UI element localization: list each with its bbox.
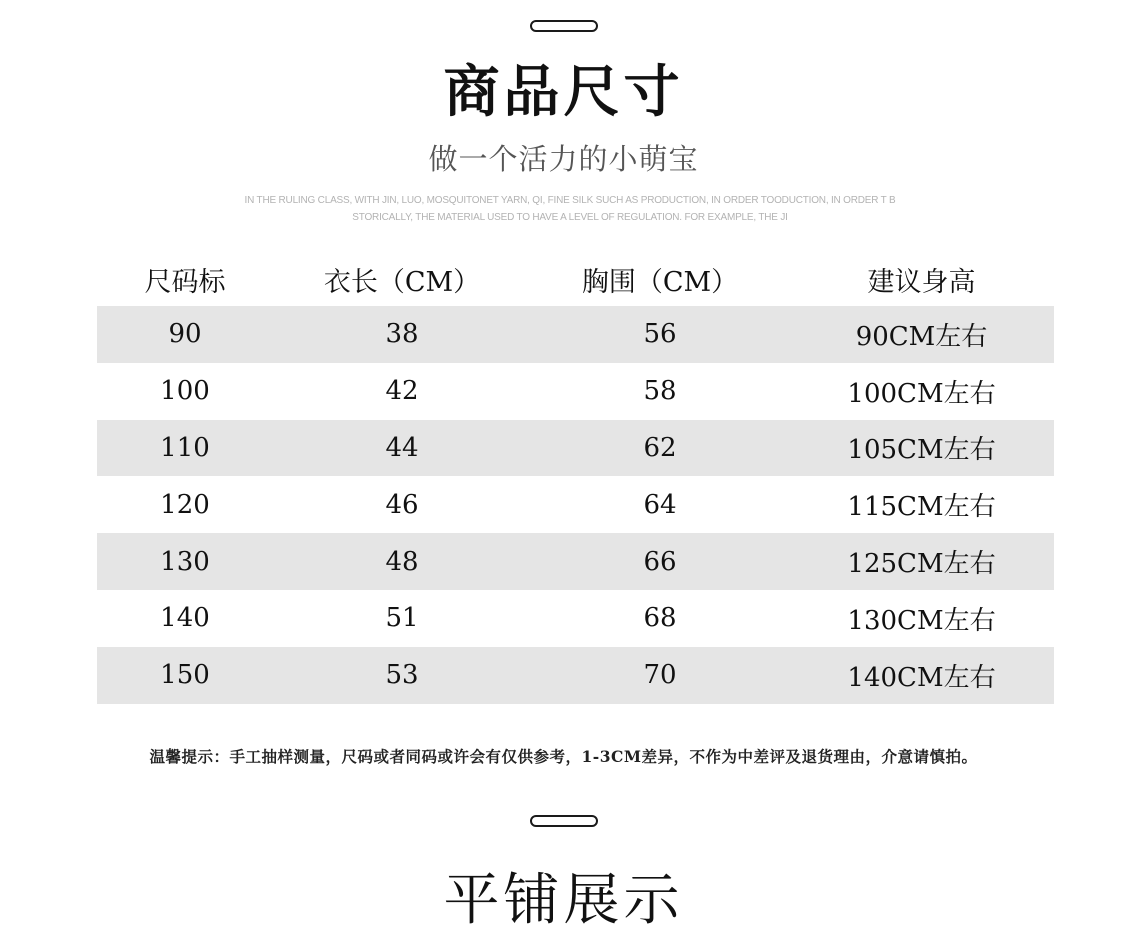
cell-height: 90CM左右 xyxy=(855,321,988,352)
cell-chest: 66 xyxy=(643,546,677,577)
cell-height: 115CM左右 xyxy=(847,492,996,523)
table-row xyxy=(97,363,1054,420)
page-subtitle: 做一个活力的小萌宝 xyxy=(428,142,699,176)
english-line-1: IN THE RULING CLASS, WITH JIN, LUO, MOSQUITONET YARN, QI, FINE SILK SUCH AS PRODUCTION, IN ORDER TOODUCTION, IN ORDER T B xyxy=(244,195,896,206)
cell-chest: 56 xyxy=(643,319,677,350)
cell-size: 100 xyxy=(160,376,210,407)
english-line-2: STORICALLY, THE MATERIAL USED TO HAVE A LEVEL OF REGULATION. FOR EXAMPLE, THE JI xyxy=(352,212,788,223)
cell-size: 110 xyxy=(160,432,210,463)
cell-length: 44 xyxy=(385,432,419,463)
cell-length: 42 xyxy=(385,376,419,407)
size-table-header xyxy=(97,252,1054,306)
decorative-pill-bottom xyxy=(530,815,598,827)
english-filler-text xyxy=(220,192,920,226)
cell-length: 48 xyxy=(385,546,419,577)
column-header-height: 建议身高 xyxy=(867,266,976,298)
cell-size: 130 xyxy=(160,546,210,577)
table-row xyxy=(97,306,1054,363)
cell-size: 140 xyxy=(160,603,210,634)
column-header-chest: 胸围（CM） xyxy=(581,266,739,298)
cell-length: 53 xyxy=(385,660,419,691)
table-row xyxy=(97,476,1054,533)
cell-length: 46 xyxy=(385,489,419,520)
section-title-flat-display: 平铺展示 xyxy=(443,868,684,933)
cell-chest: 58 xyxy=(643,376,677,407)
table-row xyxy=(97,420,1054,477)
cell-chest: 64 xyxy=(643,489,677,520)
cell-size: 90 xyxy=(168,319,202,350)
cell-length: 51 xyxy=(385,603,419,634)
cell-height: 130CM左右 xyxy=(847,605,996,636)
decorative-pill-top xyxy=(530,20,598,32)
table-row xyxy=(97,647,1054,704)
size-table xyxy=(97,252,1054,704)
cell-height: 100CM左右 xyxy=(847,378,996,409)
page-title: 商品尺寸 xyxy=(443,60,684,125)
cell-size: 150 xyxy=(160,660,210,691)
cell-height: 140CM左右 xyxy=(847,662,996,693)
column-header-length: 衣长（CM） xyxy=(323,266,481,298)
size-disclaimer-note: 温馨提示：手工抽样测量，尺码或者同码或许会有仅供参考，1-3CM差异，不作为中差评及退货理由，介意请慎拍。 xyxy=(149,747,978,766)
cell-chest: 70 xyxy=(643,660,677,691)
cell-height: 105CM左右 xyxy=(847,435,996,466)
table-row xyxy=(97,590,1054,647)
table-row xyxy=(97,533,1054,590)
cell-chest: 68 xyxy=(643,603,677,634)
column-header-size: 尺码标 xyxy=(144,266,226,298)
cell-height: 125CM左右 xyxy=(847,549,996,580)
cell-length: 38 xyxy=(385,319,419,350)
cell-size: 120 xyxy=(160,489,210,520)
cell-chest: 62 xyxy=(643,432,677,463)
